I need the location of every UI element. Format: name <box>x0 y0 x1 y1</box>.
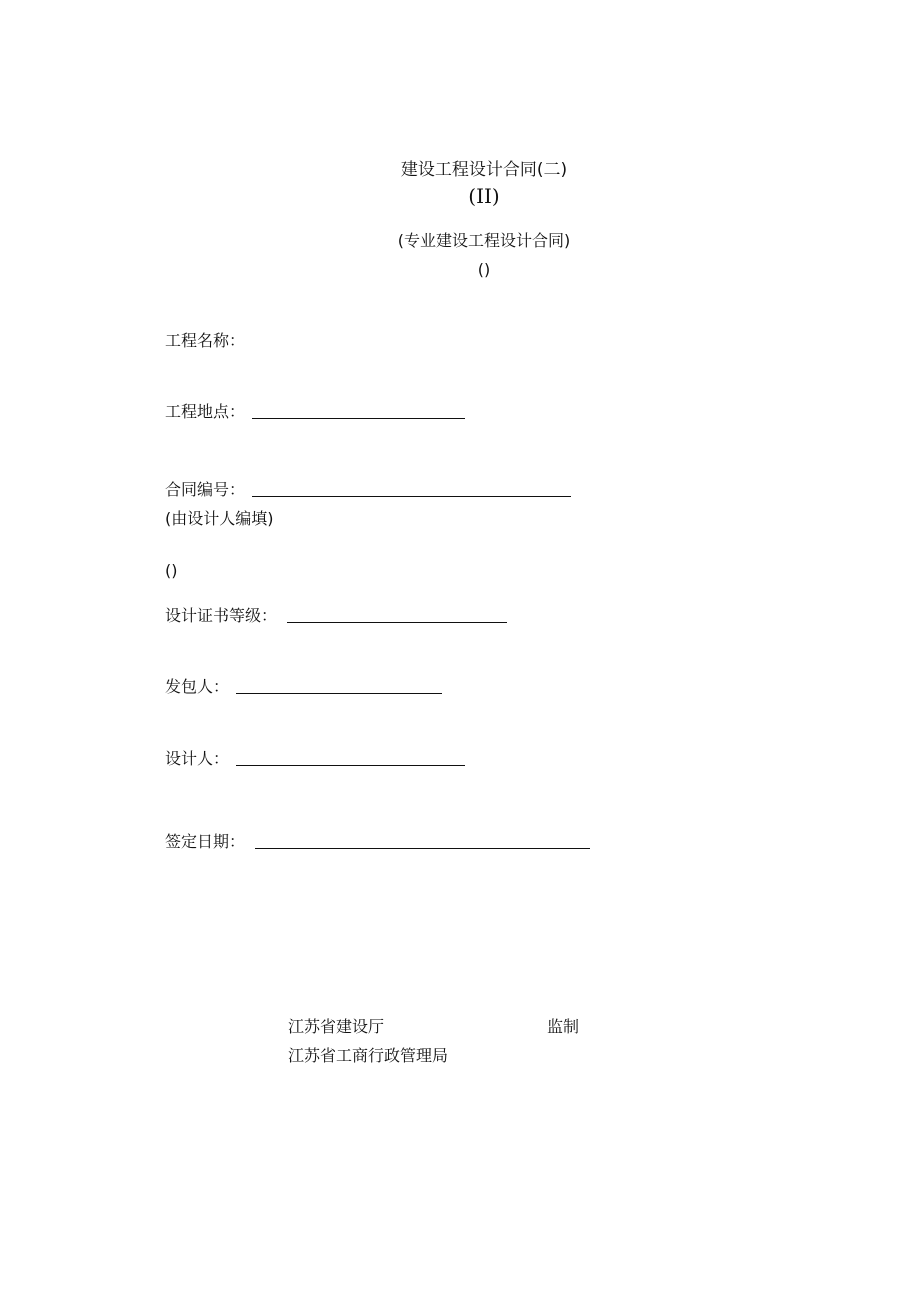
project-name-label: 工程名称： <box>165 331 246 350</box>
subtitle-parentheses: () <box>477 260 491 279</box>
document-title-roman: (II) <box>468 184 500 208</box>
design-certificate-grade-line <box>287 622 507 623</box>
employer-label: 发包人： <box>165 677 230 696</box>
supervise-label: 监制 <box>547 1017 580 1036</box>
issuer-industry-commerce-bureau: 江苏省工商行政管理局 <box>288 1046 449 1065</box>
design-certificate-grade-label: 设计证书等级： <box>165 606 278 625</box>
designer-label: 设计人： <box>165 749 230 768</box>
project-location-label: 工程地点： <box>165 402 246 421</box>
document-subtitle: (专业建设工程设计合同) <box>397 231 571 250</box>
issuer-construction-department: 江苏省建设厅 <box>288 1017 385 1036</box>
signing-date-line <box>255 848 590 849</box>
employer-line <box>236 693 442 694</box>
contract-number-line <box>252 496 571 497</box>
contract-number-label: 合同编号： <box>165 480 246 499</box>
document-title: 建设工程设计合同(二) <box>400 160 568 180</box>
empty-parentheses: () <box>165 561 178 580</box>
contract-number-note: (由设计人编填) <box>165 509 274 528</box>
signing-date-label: 签定日期： <box>165 832 246 851</box>
designer-line <box>236 765 465 766</box>
project-location-line <box>252 418 465 419</box>
